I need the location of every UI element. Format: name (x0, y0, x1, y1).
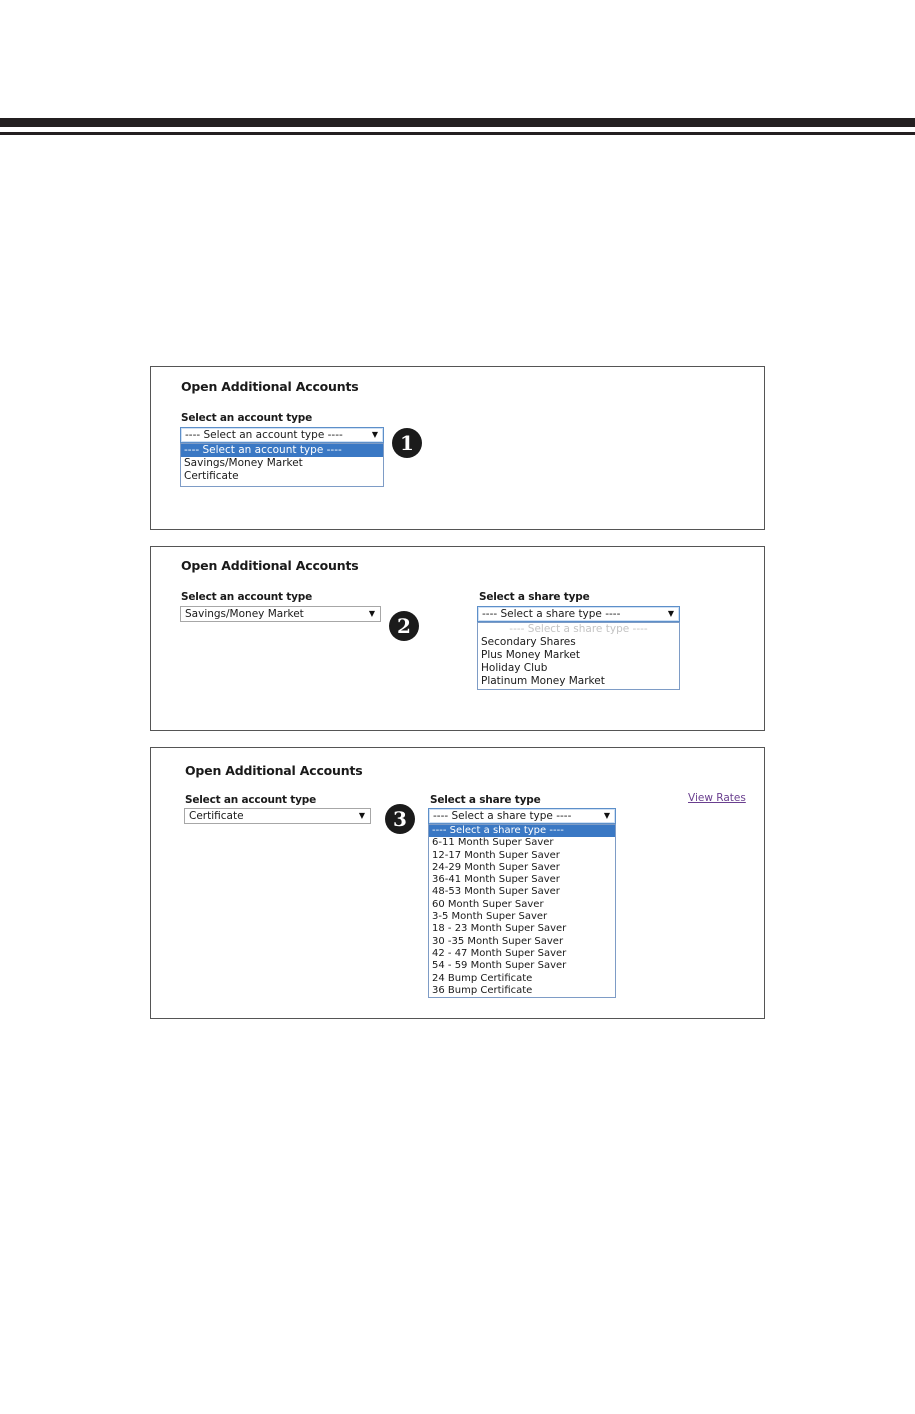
panel-step-3 (150, 747, 765, 1019)
account-type-select-value: Savings/Money Market (185, 608, 304, 620)
chevron-down-icon[interactable]: ▼ (371, 430, 378, 439)
account-type-listbox[interactable] (180, 443, 384, 487)
share-type-listbox[interactable] (477, 622, 680, 690)
share-type-option[interactable]: Platinum Money Market (481, 675, 605, 687)
header-rule-thin (0, 132, 915, 135)
header-rule-thick (0, 118, 915, 127)
account-type-select[interactable] (184, 808, 371, 824)
chevron-down-icon[interactable]: ▼ (368, 609, 375, 618)
share-type-option[interactable]: 60 Month Super Saver (432, 898, 544, 910)
share-type-select-value: ---- Select a share type ---- (433, 810, 572, 822)
panel-title: Open Additional Accounts (181, 379, 359, 394)
share-type-label: Select a share type (430, 794, 541, 806)
share-type-label: Select a share type (479, 591, 590, 603)
share-type-option[interactable]: 36 Bump Certificate (432, 984, 533, 996)
account-type-select[interactable] (180, 427, 384, 443)
share-type-select-value: ---- Select a share type ---- (482, 608, 621, 620)
panel-title: Open Additional Accounts (181, 558, 359, 573)
share-type-option: ---- Select a share type ---- (509, 623, 648, 635)
step-number-badge: 3 (385, 804, 415, 834)
step-number-badge: 1 (392, 428, 422, 458)
step-number-badge: 2 (389, 611, 419, 641)
account-type-label: Select an account type (181, 412, 312, 424)
share-type-select[interactable] (428, 808, 616, 824)
panel-step-1 (150, 366, 765, 530)
panel-title: Open Additional Accounts (185, 763, 363, 778)
chevron-down-icon[interactable]: ▼ (603, 811, 610, 820)
share-type-option[interactable]: 48-53 Month Super Saver (432, 886, 560, 898)
chevron-down-icon[interactable]: ▼ (358, 811, 365, 820)
share-type-option[interactable]: 42 - 47 Month Super Saver (432, 947, 567, 959)
share-type-option[interactable]: Plus Money Market (481, 649, 580, 661)
account-type-select-value: Certificate (189, 810, 244, 822)
share-type-option[interactable]: ---- Select a share type ---- (429, 825, 615, 837)
share-type-listbox[interactable] (428, 824, 616, 998)
account-type-option[interactable]: Certificate (184, 470, 239, 482)
panel-step-2 (150, 546, 765, 731)
account-type-label: Select an account type (181, 591, 312, 603)
share-type-option[interactable]: Secondary Shares (481, 636, 576, 648)
share-type-option[interactable]: 18 - 23 Month Super Saver (432, 923, 567, 935)
share-type-option[interactable]: 36-41 Month Super Saver (432, 874, 560, 886)
view-rates-link[interactable]: View Rates (688, 792, 746, 804)
account-type-option[interactable]: ---- Select an account type ---- (181, 444, 383, 457)
share-type-select[interactable] (477, 606, 680, 622)
share-type-option[interactable]: 24-29 Month Super Saver (432, 861, 560, 873)
share-type-option[interactable]: Holiday Club (481, 662, 548, 674)
chevron-down-icon[interactable]: ▼ (667, 609, 674, 618)
share-type-option[interactable]: 3-5 Month Super Saver (432, 911, 548, 923)
share-type-option[interactable]: 12-17 Month Super Saver (432, 849, 560, 861)
share-type-option[interactable]: 30 -35 Month Super Saver (432, 935, 564, 947)
share-type-option[interactable]: 6-11 Month Super Saver (432, 837, 554, 849)
account-type-select-value: ---- Select an account type ---- (185, 429, 343, 441)
share-type-option[interactable]: 24 Bump Certificate (432, 972, 533, 984)
account-type-select[interactable] (180, 606, 381, 622)
share-type-option[interactable]: 54 - 59 Month Super Saver (432, 960, 567, 972)
account-type-option[interactable]: Savings/Money Market (184, 457, 303, 469)
account-type-label: Select an account type (185, 794, 316, 806)
